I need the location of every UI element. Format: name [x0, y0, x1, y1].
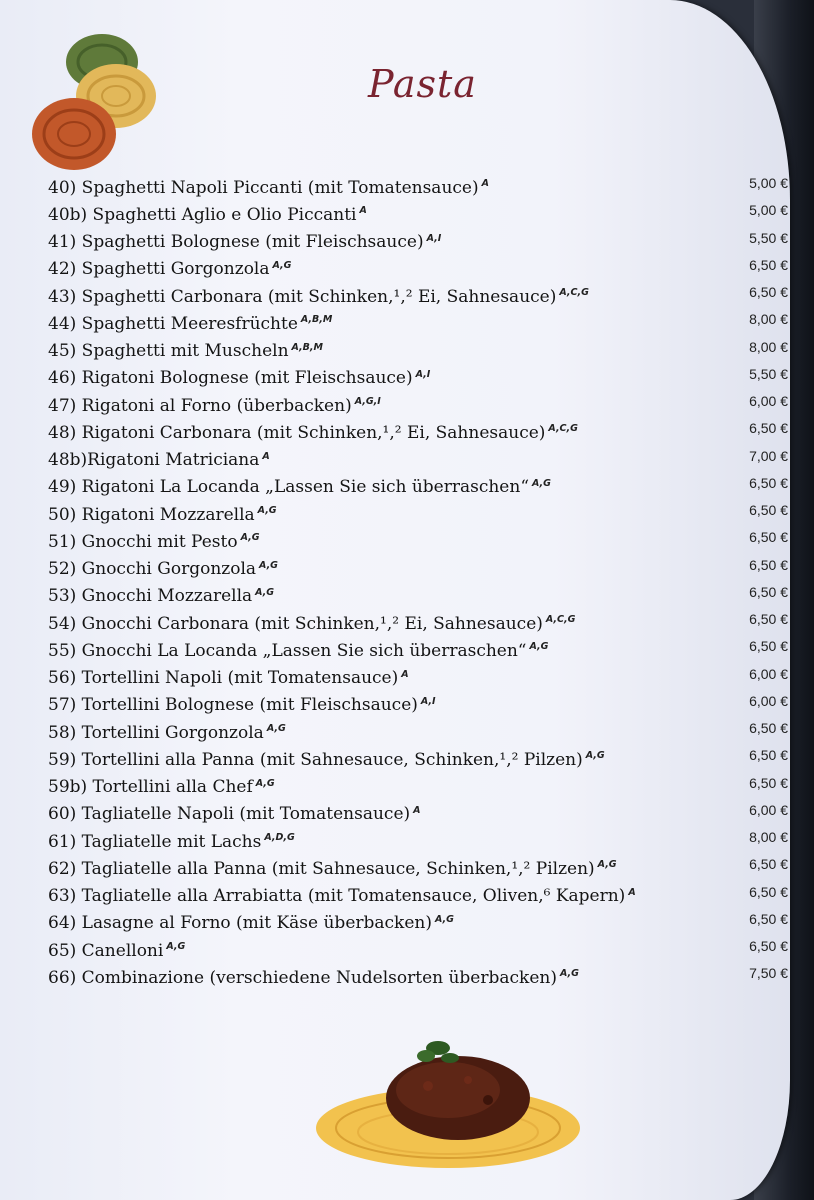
- menu-item-allergens: A: [628, 886, 636, 898]
- menu-item-allergens: A: [401, 668, 409, 680]
- menu-item-allergens: A,B,M: [291, 341, 323, 353]
- menu-item-name: 60) Tagliatelle Napoli (mit Tomatensauce): [48, 804, 411, 825]
- menu-item-name: 48) Rigatoni Carbonara (mit Schinken,¹,² Ei, Sahnesauce): [48, 422, 546, 443]
- menu-item-allergens: A,G: [166, 941, 186, 952]
- menu-title: Pasta: [368, 62, 477, 106]
- menu-item: [48, 879, 788, 906]
- menu-item-name: 59) Tortellini alla Panna (mit Sahnesauce, Schinken,¹,² Pilzen): [48, 749, 583, 770]
- menu-item-name: 62) Tagliatelle alla Panna (mit Sahnesauce, Schinken,¹,² Pilzen): [48, 858, 595, 879]
- menu-item: [48, 579, 788, 606]
- menu-item-price: 5,50 €: [749, 365, 788, 382]
- menu-item-name: 47) Rigatoni al Forno (überbacken): [48, 395, 352, 416]
- menu-item-allergens: A,G,I: [354, 396, 381, 407]
- menu-item-allergens: A,I: [426, 232, 442, 244]
- menu-item-price: 6,50 €: [749, 856, 788, 873]
- menu-item-name: 41) Spaghetti Bolognese (mit Fleischsauce): [48, 232, 424, 253]
- menu-item-price: 7,50 €: [749, 965, 788, 982]
- menu-item-price: 6,50 €: [749, 938, 788, 954]
- menu-item: [48, 851, 788, 878]
- menu-item: [48, 252, 788, 279]
- menu-item-price: 5,00 €: [749, 175, 788, 191]
- menu-item-allergens: A,G: [255, 586, 275, 598]
- menu-item-price: 6,50 €: [749, 883, 788, 900]
- menu-item-price: 7,00 €: [749, 447, 788, 464]
- menu-item-price: 6,50 €: [749, 256, 788, 273]
- menu-item: [48, 906, 788, 933]
- menu-item-price: 6,50 €: [749, 638, 788, 655]
- menu-item-name: 53) Gnocchi Mozzarella: [48, 586, 253, 607]
- menu-item-name: 65) Canelloni: [48, 940, 164, 961]
- menu-item-allergens: A,B,M: [300, 314, 333, 326]
- menu-item: [48, 552, 788, 579]
- menu-item-price: 6,50 €: [749, 474, 788, 491]
- menu-item-price: 6,50 €: [749, 611, 788, 627]
- menu-item-price: 8,00 €: [749, 338, 788, 355]
- menu-item-name: 54) Gnocchi Carbonara (mit Schinken,¹,² Ei, Sahnesauce): [48, 613, 543, 634]
- menu-item-name: 51) Gnocchi mit Pesto: [48, 531, 238, 552]
- menu-item-allergens: A,G: [529, 641, 549, 653]
- menu-item-allergens: A,G: [266, 723, 286, 734]
- menu-item-allergens: A: [481, 178, 489, 189]
- menu-item-allergens: A,I: [420, 695, 436, 707]
- menu-item-name: 61) Tagliatelle mit Lachs: [48, 831, 262, 852]
- menu-item-name: 59b) Tortellini alla Chef: [48, 777, 253, 798]
- menu-item: [48, 334, 788, 361]
- menu-item-price: 6,00 €: [749, 665, 788, 682]
- menu-item-allergens: A,G: [435, 913, 454, 925]
- menu-item: [48, 770, 788, 797]
- menu-item-name: 44) Spaghetti Meeresfrüchte: [48, 313, 298, 334]
- menu-item-name: 57) Tortellini Bolognese (mit Fleischsauce): [48, 695, 418, 716]
- menu-item: [48, 824, 788, 851]
- menu-item-name: 58) Tortellini Gorgonzola: [48, 722, 264, 743]
- menu-item-allergens: A: [413, 804, 421, 816]
- menu-item-price: 6,50 €: [749, 910, 788, 927]
- menu-item: [48, 170, 788, 197]
- menu-item-price: 5,50 €: [749, 229, 788, 246]
- menu-item: [48, 606, 788, 633]
- menu-item-price: 6,50 €: [749, 720, 788, 736]
- menu-item: [48, 715, 788, 742]
- menu-item: [48, 197, 788, 224]
- menu-item-price: 6,50 €: [749, 502, 788, 518]
- menu-item: [48, 225, 788, 252]
- menu-item: [48, 279, 788, 306]
- menu-item-name: 48b)Rigatoni Matriciana: [48, 450, 260, 471]
- menu-item-price: 8,00 €: [749, 311, 788, 328]
- menu-item-allergens: A,G: [259, 559, 278, 571]
- menu-item-allergens: A,G: [559, 968, 579, 980]
- menu-item: [48, 742, 788, 769]
- menu-item: [48, 306, 788, 333]
- menu-item-allergens: A,C,G: [548, 423, 578, 435]
- menu-item-allergens: A,G: [272, 259, 292, 271]
- menu-item-name: 55) Gnocchi La Locanda „Lassen Sie sich überraschen“: [48, 640, 527, 661]
- menu-item-name: 64) Lasagne al Forno (mit Käse überbacken): [48, 913, 432, 934]
- menu-item-price: 6,50 €: [749, 556, 788, 573]
- menu-item-allergens: A,G: [585, 750, 605, 762]
- menu-item-allergens: A,G: [255, 777, 275, 789]
- menu-item: [48, 633, 788, 660]
- pasta-nests-image: [24, 16, 164, 176]
- menu-item-price: 6,50 €: [749, 420, 788, 437]
- menu-item: [48, 470, 788, 497]
- menu-item-allergens: A,C,G: [545, 614, 576, 625]
- menu-item-allergens: A,D,G: [264, 832, 295, 843]
- menu-item-allergens: A,G: [257, 505, 277, 516]
- menu-item: [48, 361, 788, 388]
- menu-item-allergens: A,I: [415, 368, 431, 380]
- menu-item-price: 5,00 €: [749, 202, 788, 219]
- menu-item-price: 8,00 €: [749, 829, 788, 845]
- menu-item-name: 63) Tagliatelle alla Arrabiatta (mit Tomatensauce, Oliven,⁶ Kapern): [48, 886, 626, 907]
- menu-item-name: 43) Spaghetti Carbonara (mit Schinken,¹,² Ei, Sahnesauce): [48, 286, 557, 307]
- menu-item-price: 6,00 €: [749, 801, 788, 818]
- menu-item: [48, 497, 788, 524]
- menu-item: [48, 415, 788, 442]
- menu-item-allergens: A: [262, 450, 270, 462]
- menu-item-name: 46) Rigatoni Bolognese (mit Fleischsauce): [48, 368, 413, 389]
- menu-item-price: 6,00 €: [749, 692, 788, 709]
- menu-item-allergens: A,C,G: [559, 287, 589, 298]
- menu-item: [48, 388, 788, 415]
- menu-item-price: 6,50 €: [749, 774, 788, 791]
- menu-item-price: 6,50 €: [749, 284, 788, 300]
- menu-item-name: 56) Tortellini Napoli (mit Tomatensauce): [48, 668, 399, 689]
- menu-item: [48, 933, 788, 960]
- menu-item: [48, 443, 788, 470]
- menu-item-price: 6,50 €: [749, 747, 788, 764]
- menu-item: [48, 661, 788, 688]
- menu-item: [48, 524, 788, 551]
- menu-item-name: 40) Spaghetti Napoli Piccanti (mit Tomatensauce): [48, 177, 479, 198]
- menu-item-allergens: A,G: [597, 859, 617, 871]
- menu-item-price: 6,50 €: [749, 583, 788, 600]
- menu-item-allergens: A: [359, 205, 367, 217]
- menu-item-price: 6,00 €: [749, 393, 788, 409]
- menu-item-allergens: A,G: [532, 477, 551, 489]
- menu-item-name: 52) Gnocchi Gorgonzola: [48, 559, 257, 580]
- menu-item: [48, 960, 788, 987]
- menu-item-name: 49) Rigatoni La Locanda „Lassen Sie sich überraschen“: [48, 477, 530, 498]
- menu-item-name: 45) Spaghetti mit Muscheln: [48, 341, 289, 362]
- spaghetti-bolognese-image: [308, 1028, 588, 1178]
- menu-item-allergens: A,G: [240, 532, 260, 544]
- menu-item-name: 50) Rigatoni Mozzarella: [48, 504, 255, 525]
- menu-item: [48, 688, 788, 715]
- menu-item-name: 42) Spaghetti Gorgonzola: [48, 259, 270, 280]
- menu-item-name: 40b) Spaghetti Aglio e Olio Piccanti: [48, 204, 357, 225]
- menu-item: [48, 797, 788, 824]
- menu-item-name: 66) Combinazione (verschiedene Nudelsorten überbacken): [48, 967, 557, 988]
- menu-item-list: [48, 170, 788, 988]
- menu-item-price: 6,50 €: [749, 529, 788, 546]
